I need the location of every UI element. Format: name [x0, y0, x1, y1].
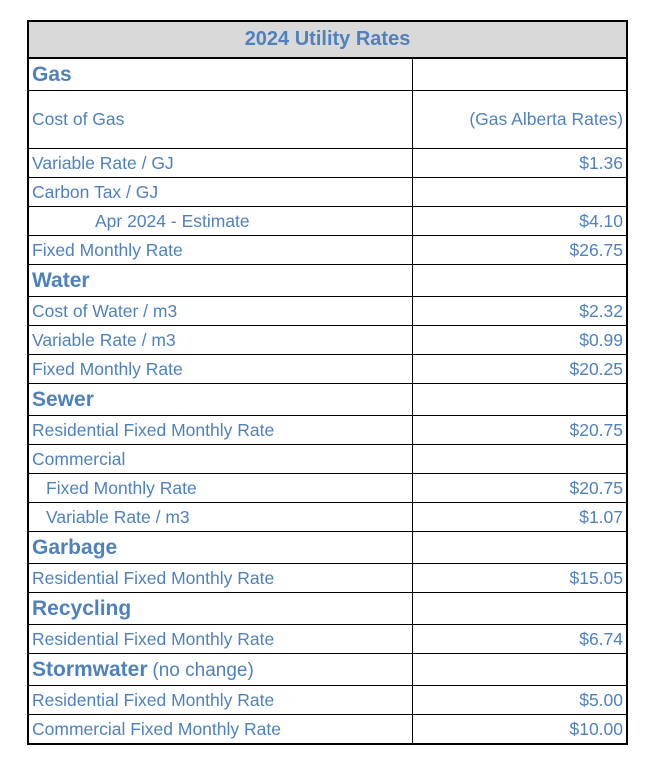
empty-cell — [412, 654, 627, 686]
row-value: $6.74 — [412, 625, 627, 654]
row-label: Residential Fixed Monthly Rate — [28, 686, 412, 715]
row-label: Variable Rate / m3 — [28, 326, 412, 355]
section-header-gas — [28, 58, 627, 91]
row-label: Fixed Monthly Rate — [28, 236, 412, 265]
table-row — [28, 178, 627, 207]
row-value: $15.05 — [412, 564, 627, 593]
row-value: $0.99 — [412, 326, 627, 355]
row-label: Cost of Gas — [28, 91, 412, 149]
section-heading-sewer: Sewer — [28, 384, 412, 416]
row-value: $20.75 — [412, 416, 627, 445]
table-row — [28, 445, 627, 474]
section-heading-recycling: Recycling — [28, 593, 412, 625]
row-value — [412, 445, 627, 474]
section-note: (no change) — [152, 659, 254, 681]
row-value: $20.75 — [412, 474, 627, 503]
table-row — [28, 474, 627, 503]
row-value: $20.25 — [412, 355, 627, 384]
row-value: $1.07 — [412, 503, 627, 532]
row-label: Commercial Fixed Monthly Rate — [28, 715, 412, 745]
table-row — [28, 355, 627, 384]
section-heading-gas: Gas — [28, 58, 412, 91]
row-label: Commercial — [28, 445, 412, 474]
row-label: Carbon Tax / GJ — [28, 178, 412, 207]
section-heading-stormwater: Stormwater (no change) — [28, 654, 412, 686]
row-label: Variable Rate / GJ — [28, 149, 412, 178]
table-row — [28, 207, 627, 236]
table-row — [28, 625, 627, 654]
empty-cell — [412, 265, 627, 297]
row-value: (Gas Alberta Rates) — [412, 91, 627, 149]
title-row — [28, 21, 627, 58]
row-label: Fixed Monthly Rate — [28, 355, 412, 384]
section-heading-water: Water — [28, 265, 412, 297]
empty-cell — [412, 384, 627, 416]
utility-rates-sheet — [27, 20, 626, 745]
row-value: $26.75 — [412, 236, 627, 265]
row-value: $1.36 — [412, 149, 627, 178]
table-row — [28, 715, 627, 745]
row-value — [412, 178, 627, 207]
section-header-recycling — [28, 593, 627, 625]
table-title: 2024 Utility Rates — [28, 21, 627, 58]
empty-cell — [412, 58, 627, 91]
row-label: Apr 2024 - Estimate — [28, 207, 412, 236]
row-value: $5.00 — [412, 686, 627, 715]
table-row — [28, 564, 627, 593]
table-row — [28, 149, 627, 178]
row-label: Residential Fixed Monthly Rate — [28, 564, 412, 593]
section-header-garbage — [28, 532, 627, 564]
table-row — [28, 236, 627, 265]
empty-cell — [412, 593, 627, 625]
table-row — [28, 686, 627, 715]
section-header-sewer — [28, 384, 627, 416]
row-label: Residential Fixed Monthly Rate — [28, 625, 412, 654]
table-row — [28, 416, 627, 445]
table-row — [28, 326, 627, 355]
row-label: Residential Fixed Monthly Rate — [28, 416, 412, 445]
row-label: Variable Rate / m3 — [28, 503, 412, 532]
table-row — [28, 503, 627, 532]
table-row — [28, 297, 627, 326]
utility-rates-table — [27, 20, 628, 745]
section-header-water — [28, 265, 627, 297]
row-label: Fixed Monthly Rate — [28, 474, 412, 503]
row-value: $4.10 — [412, 207, 627, 236]
row-value: $10.00 — [412, 715, 627, 745]
row-value: $2.32 — [412, 297, 627, 326]
table-row — [28, 91, 627, 149]
section-header-stormwater — [28, 654, 627, 686]
empty-cell — [412, 532, 627, 564]
section-heading-garbage: Garbage — [28, 532, 412, 564]
row-label: Cost of Water / m3 — [28, 297, 412, 326]
